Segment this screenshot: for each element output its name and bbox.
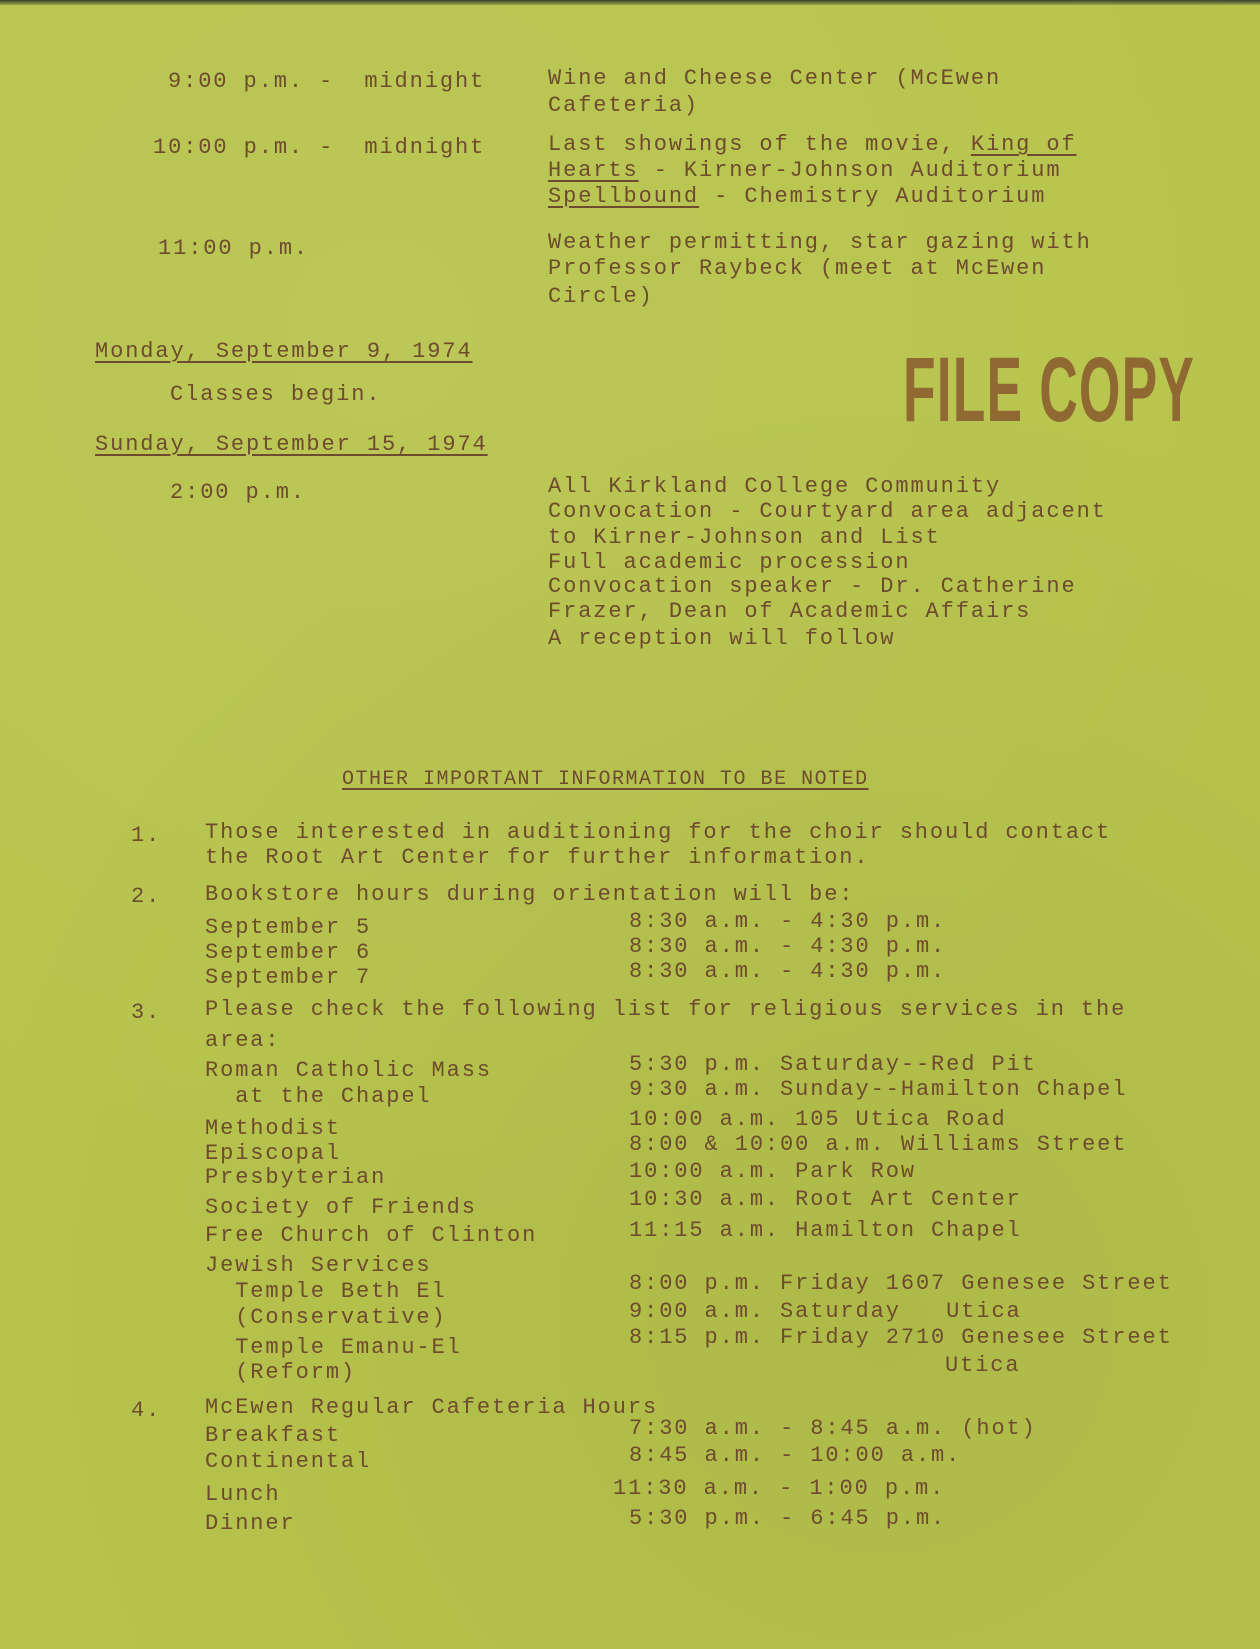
item-line: the Root Art Center for further information. <box>205 845 870 870</box>
time: 11:00 p.m. <box>158 236 310 261</box>
row-value: 5:30 p.m. Saturday--Red Pit <box>629 1052 1037 1077</box>
note: Classes begin. <box>170 382 382 407</box>
row-label: Free Church of Clinton <box>205 1223 538 1248</box>
event-line: All Kirkland College Community <box>548 474 1002 499</box>
item-number: 2. <box>131 884 162 909</box>
row-label: Jewish Services <box>205 1253 432 1278</box>
row-label: Breakfast <box>205 1423 341 1448</box>
row-value: 8:15 p.m. Friday 2710 Genesee Street <box>629 1325 1173 1350</box>
row-label: at the Chapel <box>205 1084 432 1109</box>
section-heading: OTHER IMPORTANT INFORMATION TO BE NOTED <box>342 768 869 791</box>
row-label: Presbyterian <box>205 1165 387 1190</box>
row-value: 8:00 p.m. Friday 1607 Genesee Street <box>629 1271 1173 1296</box>
row-value: 9:30 a.m. Sunday--Hamilton Chapel <box>629 1077 1128 1102</box>
text: Last showings of the movie, <box>548 132 971 157</box>
text: - Chemistry Auditorium <box>699 184 1047 209</box>
row-label: September 7 <box>205 965 372 990</box>
event-line: Full academic procession <box>548 550 911 575</box>
row-value: 7:30 a.m. - 8:45 a.m. (hot) <box>629 1416 1037 1441</box>
row-label: Temple Beth El <box>205 1279 447 1304</box>
file-copy-stamp: FILE COPY <box>903 339 1196 441</box>
text: - Kirner-Johnson Auditorium <box>638 158 1062 183</box>
event-line: Convocation - Courtyard area adjacent <box>548 499 1107 524</box>
row-label: Episcopal <box>205 1141 341 1166</box>
row-label: Continental <box>205 1449 372 1474</box>
row-label: Dinner <box>205 1511 296 1536</box>
row-label: (Conservative) <box>205 1305 447 1330</box>
row-label: September 5 <box>205 915 372 940</box>
item-title: McEwen Regular Cafeteria Hours <box>205 1395 659 1420</box>
row-label: Temple Emanu-El <box>205 1335 462 1360</box>
movie-title: Hearts <box>548 158 639 183</box>
item-line: Those interested in auditioning for the choir should contact <box>205 820 1112 845</box>
event-line: Professor Raybeck (meet at McEwen <box>548 256 1047 281</box>
row-label: (Reform) <box>205 1360 357 1385</box>
time: 2:00 p.m. <box>170 480 306 505</box>
event-line: Convocation speaker - Dr. Catherine <box>548 574 1077 599</box>
row-value: 11:30 a.m. - 1:00 p.m. <box>613 1476 946 1501</box>
row-label: Roman Catholic Mass <box>205 1058 492 1083</box>
row-value: 8:30 a.m. - 4:30 p.m. <box>629 909 947 934</box>
row-label: Methodist <box>205 1116 341 1141</box>
page-top-edge <box>0 0 1260 5</box>
row-value: 8:45 a.m. - 10:00 a.m. <box>629 1443 962 1468</box>
row-value: 8:00 & 10:00 a.m. Williams Street <box>629 1132 1128 1157</box>
item-number: 1. <box>131 823 162 848</box>
row-value: 10:00 a.m. Park Row <box>629 1159 916 1184</box>
item-number: 4. <box>131 1398 162 1423</box>
row-label: Lunch <box>205 1482 281 1507</box>
event-line: to Kirner-Johnson and List <box>548 525 941 550</box>
row-label: September 6 <box>205 940 372 965</box>
event-line <box>548 158 1062 184</box>
event-line: Weather permitting, star gazing with <box>548 230 1092 255</box>
item-title: Bookstore hours during orientation will be: <box>205 882 855 907</box>
event-line: Frazer, Dean of Academic Affairs <box>548 599 1032 624</box>
row-value: 10:00 a.m. 105 Utica Road <box>629 1107 1007 1132</box>
date-heading: Sunday, September 15, 1974 <box>95 432 488 457</box>
row-value: Utica <box>945 1353 1021 1378</box>
event-line: Wine and Cheese Center (McEwen <box>548 66 1002 91</box>
row-value: 5:30 p.m. - 6:45 p.m. <box>629 1506 947 1531</box>
event-line <box>548 184 1046 210</box>
time: 9:00 p.m. - midnight <box>168 69 486 94</box>
row-value: 8:30 a.m. - 4:30 p.m. <box>629 959 947 984</box>
event-line: A reception will follow <box>548 626 896 651</box>
item-title: Please check the following list for religious services in the <box>205 997 1127 1022</box>
event-line <box>548 132 1077 158</box>
event-line: Cafeteria) <box>548 93 700 118</box>
date-heading: Monday, September 9, 1974 <box>95 339 473 364</box>
row-value: 11:15 a.m. Hamilton Chapel <box>629 1218 1022 1243</box>
item-number: 3. <box>131 1000 162 1025</box>
event-line: Circle) <box>548 284 654 309</box>
movie-title: King of <box>970 132 1077 157</box>
row-value: 10:30 a.m. Root Art Center <box>629 1187 1022 1212</box>
movie-title: Spellbound <box>548 184 700 209</box>
row-label: Society of Friends <box>205 1195 477 1220</box>
item-title: area: <box>205 1028 281 1053</box>
time: 10:00 p.m. - midnight <box>153 135 486 160</box>
row-value: 9:00 a.m. Saturday Utica <box>629 1299 1022 1324</box>
row-value: 8:30 a.m. - 4:30 p.m. <box>629 934 947 959</box>
